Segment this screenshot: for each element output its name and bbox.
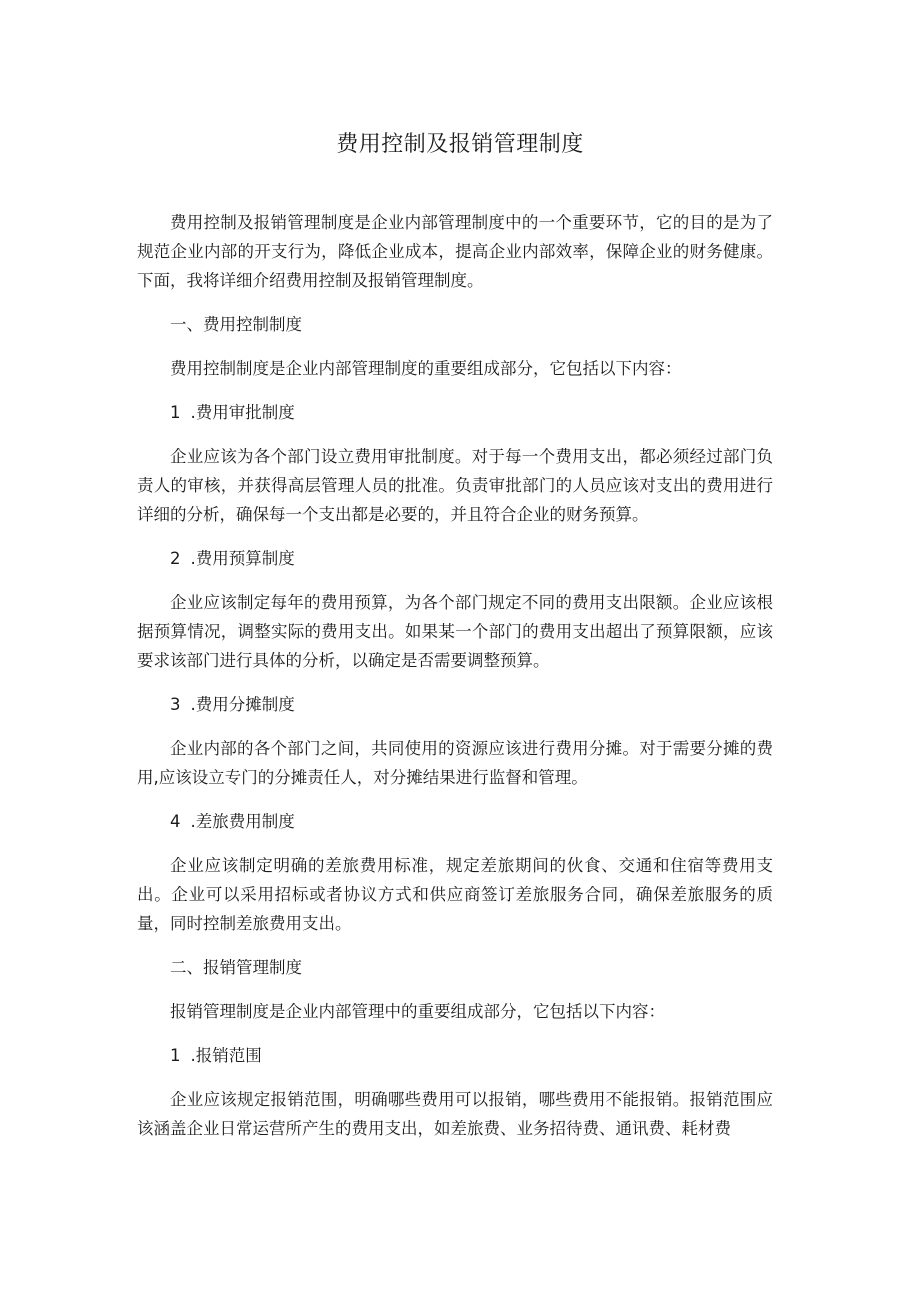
item-2-1-body: 企业应该规定报销范围，明确哪些费用可以报销，哪些费用不能报销。报销范围应该涵盖企业日常运营所产生的费用支出，如差旅费、业务招待费、通讯费、耗材费 xyxy=(137,1090,773,1138)
item-title: .费用审批制度 xyxy=(190,403,295,422)
section-2-lead: 报销管理制度是企业内部管理中的重要组成部分，它包括以下内容： xyxy=(170,1002,665,1021)
item-title: .费用预算制度 xyxy=(190,549,295,568)
item-number: 1 xyxy=(170,403,181,422)
item-1-3-body: 企业内部的各个部门之间，共同使用的资源应该进行费用分摊。对于需要分摊的费用,应该设立专门的分摊责任人，对分摊结果进行监督和管理。 xyxy=(137,739,773,787)
document-title: 费用控制及报销管理制度 xyxy=(336,132,584,157)
section-1-heading: 一、费用控制制度 xyxy=(170,315,302,334)
item-title: .费用分摊制度 xyxy=(190,695,295,714)
section-2-heading: 二、报销管理制度 xyxy=(170,958,302,977)
item-1-1-body: 企业应该为各个部门设立费用审批制度。对于每一个费用支出，都必须经过部门负责人的审核，并获得高层管理人员的批准。负责审批部门的人员应该对支出的费用进行详细的分析，确保每一个支出都是必要的，并且符合企业的财务预算。 xyxy=(137,447,773,524)
item-1-4-body: 企业应该制定明确的差旅费用标准，规定差旅期间的伙食、交通和住宿等费用支出。企业可以采用招标或者协议方式和供应商签订差旅服务合同，确保差旅服务的质量，同时控制差旅费用支出。 xyxy=(137,856,773,933)
item-number: 3 xyxy=(170,695,181,714)
intro-paragraph: 费用控制及报销管理制度是企业内部管理制度中的一个重要环节，它的目的是为了规范企业内部的开支行为，降低企业成本，提高企业内部效率，保障企业的财务健康。下面，我将详细介绍费用控制及报销管理制度。 xyxy=(137,213,773,290)
item-number: 2 xyxy=(170,549,181,568)
item-2-1-heading xyxy=(137,1041,773,1070)
item-title: .差旅费用制度 xyxy=(190,812,295,831)
item-number: 4 xyxy=(170,812,181,831)
item-number: 1 xyxy=(170,1046,181,1065)
item-1-3-heading xyxy=(137,690,773,719)
document-body xyxy=(137,208,773,1143)
section-1-lead: 费用控制制度是企业内部管理制度的重要组成部分，它包括以下内容： xyxy=(170,359,682,378)
item-1-4-heading xyxy=(137,807,773,836)
item-title: .报销范围 xyxy=(190,1046,262,1065)
item-1-2-heading xyxy=(137,544,773,573)
item-1-1-heading xyxy=(137,398,773,427)
item-1-2-body: 企业应该制定每年的费用预算，为各个部门规定不同的费用支出限额。企业应该根据预算情况，调整实际的费用支出。如果某一个部门的费用支出超出了预算限额，应该要求该部门进行具体的分析，以确定是否需要调整预算。 xyxy=(137,593,773,670)
